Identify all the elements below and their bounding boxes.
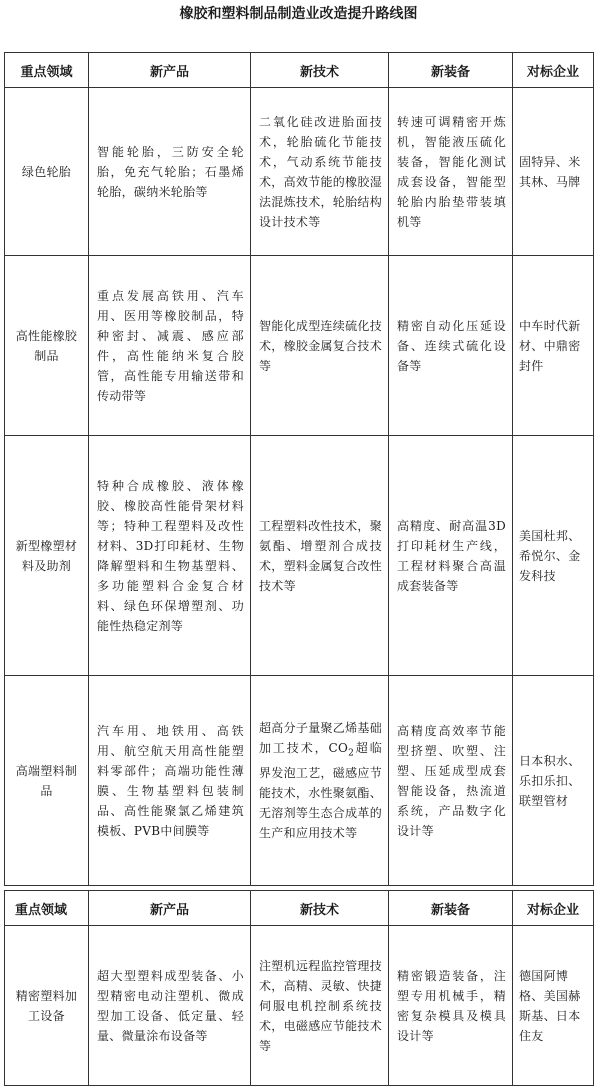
tech-cell: 智能化成型连续硫化技术，橡胶金属复合技术等 [251, 256, 389, 436]
bench-cell: 美国杜邦、希悦尔、金发科技 [513, 436, 594, 676]
header-equip: 新装备 [389, 53, 513, 88]
header-tech: 新技术 [251, 53, 389, 88]
header-tech: 新技术 [251, 891, 389, 926]
product-cell: 汽车用、地铁用、高铁用、航空航天用高性能塑料零部件；高端功能性薄膜、生物基塑料包装制品、高性能聚氯乙烯建筑模板、PVB中间膜等 [89, 676, 251, 886]
tech-cell: 二氧化硅改进胎面技术，轮胎硫化节能技术，气动系统节能技术，高效节能的橡胶湿法混炼技术，轮胎结构设计技术等 [251, 88, 389, 256]
equip-cell: 高精度、耐高温3D打印耗材生产线，工程材料聚合高温成套装备等 [389, 436, 513, 676]
tech-text-part: 超高分子量聚乙烯基础加工技术，CO [259, 720, 383, 755]
roadmap-table [4, 52, 594, 886]
equip-cell: 高精度高效率节能型挤塑、吹塑、注塑、压延成型成套智能设备，热流道系统，产品数字化设计等 [389, 676, 513, 886]
table-row [5, 88, 594, 256]
tech-cell: 注塑机远程监控管理技术，高精、灵敏、快捷伺服电机控制系统技术，电磁感应节能技术等 [251, 926, 389, 1086]
header-bench: 对标企业 [513, 53, 594, 88]
bench-cell: 固特异、米其林、马牌 [513, 88, 594, 256]
table-header-row [5, 53, 594, 88]
table-row [5, 256, 594, 436]
bench-cell: 日本积水、乐扣乐扣、联塑管材 [513, 676, 594, 886]
table-row [5, 676, 594, 886]
tech-text-part: 超临界发泡工艺，磁感应节能技术，水性聚氨酯、无溶剂等生态合成革的生产和应用技术等 [259, 740, 383, 841]
table-row [5, 436, 594, 676]
tech-cell: 工程塑料改性技术，聚氨酯、增塑剂合成技术，塑料金属复合改性技术等 [251, 436, 389, 676]
header-product: 新产品 [89, 891, 251, 926]
field-cell: 精密塑料加工设备 [5, 926, 89, 1086]
bench-cell: 中车时代新材、中鼎密封件 [513, 256, 594, 436]
page-title: 橡胶和塑料制品制造业改造提升路线图 [179, 6, 418, 22]
table-header-row [5, 891, 594, 926]
equip-cell: 转速可调精密开炼机，智能液压硫化装备，智能化测试成套设备，智能型轮胎内胎垫带装填机等 [389, 88, 513, 256]
field-cell: 绿色轮胎 [5, 88, 89, 256]
field-cell: 高性能橡胶制品 [5, 256, 89, 436]
table-row [5, 926, 594, 1086]
roadmap-table-continued [4, 890, 594, 1086]
header-bench: 对标企业 [513, 891, 594, 926]
product-cell: 智能轮胎，三防安全轮胎，免充气轮胎；石墨烯轮胎，碳纳米轮胎等 [89, 88, 251, 256]
header-product: 新产品 [89, 53, 251, 88]
bench-cell: 德国阿博格、美国赫斯基、日本住友 [513, 926, 594, 1086]
header-field: 重点领域 [5, 891, 89, 926]
header-field: 重点领域 [5, 53, 89, 88]
field-cell: 新型橡塑材料及助剂 [5, 436, 89, 676]
tech-subscript: 2 [348, 748, 355, 759]
product-cell: 超大型塑料成型装备、小型精密电动注塑机、微成型加工设备、低定量、轻量、微量涂布设备等 [89, 926, 251, 1086]
field-cell: 高端塑料制品 [5, 676, 89, 886]
product-cell: 重点发展高铁用、汽车用、医用等橡胶制品，特种密封、减震、感应部件，高性能纳米复合胶管，高性能专用输送带和传动带等 [89, 256, 251, 436]
equip-cell: 精密锻造装备，注塑专用机械手，精密复杂模具及模具设计等 [389, 926, 513, 1086]
header-equip: 新装备 [389, 891, 513, 926]
tech-cell [251, 676, 389, 886]
product-cell: 特种合成橡胶、液体橡胶、橡胶高性能骨架材料等；特种工程塑料及改性材料、3D打印耗材、生物降解塑料和生物基塑料、多功能塑料合金复合材料、绿色环保增塑剂、功能性热稳定剂等 [89, 436, 251, 676]
equip-cell: 精密自动化压延设备、连续式硫化设备等 [389, 256, 513, 436]
